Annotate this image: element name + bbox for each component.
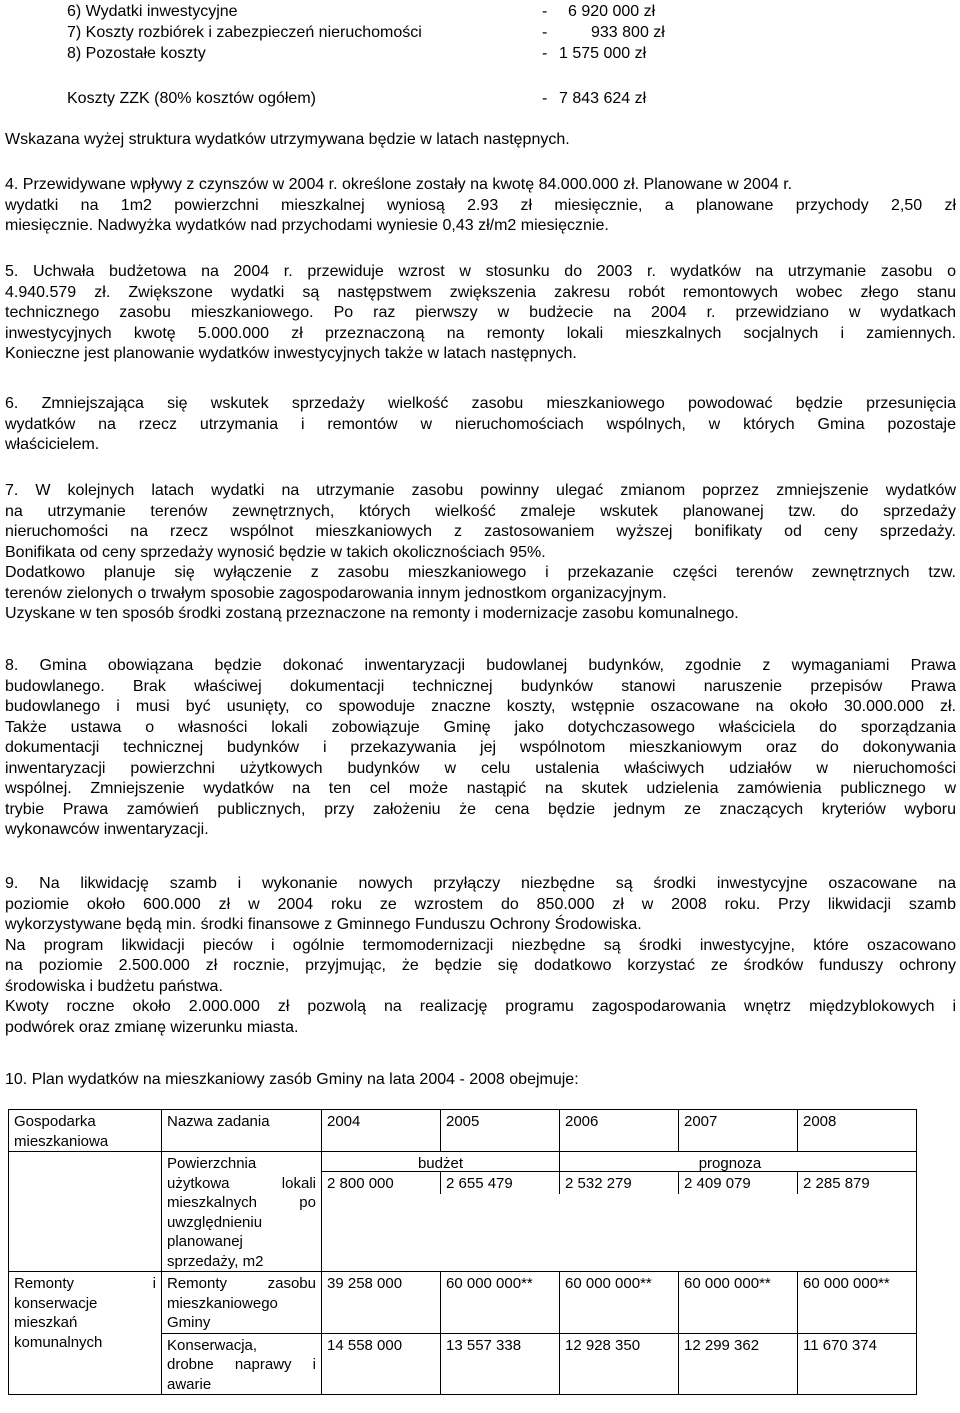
cost-amount-2: 933 800 zł	[591, 24, 665, 41]
total-amount: 7 843 624 zł	[559, 90, 647, 107]
paragraph-5	[5, 262, 956, 365]
header-year: 2004	[322, 1110, 441, 1152]
p4-line: 4. Przewidywane wpływy z czynszów w 2004 r. określone zostały na kwotę 84.000.000 zł. Planowane w 2004 r.	[5, 176, 793, 193]
cell-line: Konserwacja,	[167, 1336, 258, 1354]
cell-line: konserwacje	[14, 1294, 98, 1312]
value-cell: 60 000 000**	[441, 1272, 560, 1334]
p5-line: 5. Uchwała budżetowa na 2004 r. przewiduje wzrost w stosunku do 2003 r. wydatków na utrzymanie zasobu o	[5, 263, 956, 280]
p7-line: terenów zielonych o trwałym sposobie zagospodarowania innym jednostkom organizacyjnym.	[5, 584, 667, 602]
cell-line: Remonty zasobu	[167, 1275, 316, 1292]
value-cell: 60 000 000**	[560, 1272, 679, 1334]
header-year: 2006	[560, 1110, 679, 1152]
header-year: 2007	[679, 1110, 798, 1152]
table-row	[9, 1272, 917, 1334]
cell-line: komunalnych	[14, 1333, 103, 1351]
value-cell: 11 670 374	[798, 1333, 917, 1395]
value-cell: 2 409 079	[678, 1172, 797, 1194]
value-cell: 12 928 350	[560, 1333, 679, 1395]
value-cell: 2 655 479	[440, 1172, 559, 1194]
row1-values-cell	[322, 1152, 917, 1272]
row1-values	[322, 1172, 916, 1194]
p8-line: wykonawców inwentaryzacji.	[5, 821, 209, 838]
value-cell: 2 532 279	[559, 1172, 678, 1194]
value-cell: 60 000 000**	[679, 1272, 798, 1334]
row-name-remonty	[162, 1272, 322, 1334]
prognoza-label: prognoza	[559, 1152, 900, 1171]
p8-line: dokumentacji technicznej budynków i przekazywania jej wspólnotom mieszkaniowym oraz do dokonywania	[5, 739, 956, 756]
p7-line: na utrzymanie terenów zewnętrznych, których wielkość zmaleje wskutek planowanej tzw. do sprzedaży	[5, 502, 956, 520]
expense-plan-table	[8, 1109, 917, 1395]
cell-line: uwzględnieniu	[167, 1213, 263, 1231]
p8-line: budowlanego i musi być usunięty, co spowoduje znaczne koszty, wstępnie oszacowane na około 30.000.000 zł.	[5, 698, 956, 715]
p8-line: budowlanego. Brak właściwej dokumentacji technicznej budynków stanowi naruszenie przepisów Prawa	[5, 677, 956, 695]
p9-line: na poziomie 2.500.000 zł rocznie, przyjmując, że będzie się dodatkowo korzystać ze środków funduszy ochrony	[5, 957, 956, 974]
paragraph-10: 10. Plan wydatków na mieszkaniowy zasób Gminy na lata 2004 - 2008 obejmuje:	[5, 1071, 579, 1088]
p9-line: 9. Na likwidację szamb i wykonanie nowych przyłączy niezbędne są środki inwestycyjne oszacowane na	[5, 875, 956, 892]
value-cell: 60 000 000**	[798, 1272, 917, 1334]
p8-line: Także ustawa o własności lokali zobowiązuje Gminę jako dotychczasowego właściciela do sporządzania	[5, 718, 956, 736]
paragraph-8	[5, 656, 956, 841]
paragraph-9	[5, 874, 956, 1038]
header-gospodarka	[9, 1110, 162, 1152]
p8-line: 8. Gmina obowiązana będzie dokonać inwentaryzacji budowlanej budynków, zgodnie z wymaganiami Prawa	[5, 657, 956, 674]
cell-line: mieszkaniowego	[167, 1294, 278, 1312]
header-year: 2008	[798, 1110, 917, 1152]
p6-line: 6. Zmniejszająca się wskutek sprzedaży wielkość zasobu mieszkaniowego powodować będzie przesunięcia	[5, 395, 956, 412]
p7-line: 7. W kolejnych latach wydatki na utrzymanie zasobu powinny ulegać zmianom poprzez zmniejszenie wydatków	[5, 482, 956, 499]
p9-line: Na program likwidacji pieców i ogólnie termomodernizacji niezbędne są środki inwestycyjne, które oszacowano	[5, 936, 956, 954]
p8-line: inwentaryzacji powierzchni użytkowych budynków w celu ustalenia właściwych udziałów w nieruchomości	[5, 759, 956, 777]
cost-label-1: 6) Wydatki inwestycyjne	[67, 3, 238, 20]
value-cell: 12 299 362	[679, 1333, 798, 1395]
paragraph-7	[5, 481, 956, 625]
p8-line: wspólnej. Zmniejszenie wydatków na ten cel może nastąpić na skutek udzielenia zamówienia publicznego w	[5, 780, 956, 797]
p7-line: Bonifikata od ceny sprzedaży wynosić będzie w takich okolicznościach 95%.	[5, 543, 546, 561]
p9-line: wykorzystywane będą min. środki finansowe z Gminnego Funduszu Ochrony Środowiska.	[5, 916, 642, 933]
p8-line: trybie Prawa zamówień publicznych, przy założeniu że cena będzie jednym ze znaczących kryteriów wyboru	[5, 800, 956, 818]
p7-line: Dodatkowo planuje się wyłączenie z zasobu mieszkaniowego i przekazanie części terenów zewnętrznych tzw.	[5, 564, 956, 581]
cost-amount-3: 1 575 000 zł	[559, 45, 647, 62]
cell-line: Remonty i	[14, 1275, 156, 1292]
header-nazwa-zadania: Nazwa zadania	[162, 1110, 322, 1152]
paragraph-4	[5, 175, 956, 237]
p5-line: technicznego zasobu mieszkaniowego. Po raz pierwszy w budżecie na 2004 r. przewidziano w wydatkach	[5, 304, 956, 321]
value-cell: 13 557 338	[441, 1333, 560, 1395]
structure-note: Wskazana wyżej struktura wydatków utrzymywana będzie w latach następnych.	[5, 131, 570, 148]
cell-line: Gminy	[167, 1314, 211, 1331]
p9-line: poziomie około 600.000 zł w 2004 roku ze wzrostem do 850.000 zł w 2008 roku. Przy likwidacji szamb	[5, 895, 956, 913]
total-sign: -	[542, 90, 548, 107]
cell-line: awarie	[167, 1375, 212, 1393]
header-gospodarka-line: mieszkaniowa	[14, 1132, 109, 1150]
table-row	[9, 1152, 917, 1272]
cell-line: drobne naprawy i	[167, 1356, 316, 1373]
p5-line: 4.940.579 zł. Zwiększone wydatki są następstwem zwiększenia zakresu robót remontowych wobec złego stanu	[5, 283, 956, 301]
p4-line: wydatki na 1m2 powierzchni mieszkalnej wyniosą 2.93 zł miesięcznie, a planowane przychody 2,50 zł	[5, 196, 956, 214]
cell-line: sprzedaży, m2	[167, 1252, 264, 1270]
p6-line: wydatków na rzecz utrzymania i remontów w nieruchomościach wspólnych, w których Gmina pozostaje	[5, 415, 956, 433]
cell-line: mieszkalnych po	[167, 1194, 316, 1211]
total-label: Koszty ZZK (80% kosztów ogółem)	[67, 90, 316, 107]
value-cell: 2 285 879	[797, 1172, 916, 1194]
p5-line: inwestycyjnych kwotę 5.000.000 zł przeznaczoną na remonty lokali mieszkalnych socjalnych i zamiennych.	[5, 324, 956, 342]
cost-label-2: 7) Koszty rozbiórek i zabezpieczeń nieruchomości	[67, 24, 422, 41]
p4-line: miesięcznie. Nadwyżka wydatków nad przychodami wyniesie 0,43 zł/m2 miesięcznie.	[5, 217, 609, 234]
cell-line: mieszkań	[14, 1314, 78, 1331]
budzet-label: budżet	[417, 1155, 464, 1172]
p6-line: właścicielem.	[5, 436, 100, 453]
budget-forecast-header	[322, 1152, 916, 1172]
p9-line: środowiska i budżetu państwa.	[5, 977, 223, 995]
row-name-konserwacja	[162, 1333, 322, 1395]
value-cell: 2 800 000	[327, 1175, 394, 1192]
group-remonty-konserwacje	[9, 1272, 162, 1395]
paragraph-6	[5, 394, 956, 456]
value-cell: 14 558 000	[322, 1333, 441, 1395]
cost-sign-1: -	[542, 3, 548, 20]
empty-cell	[9, 1152, 162, 1272]
cell-line: planowanej	[167, 1233, 243, 1250]
header-gospodarka-line: Gospodarka	[14, 1113, 96, 1130]
cell-line: użytkowa lokali	[167, 1174, 316, 1192]
table-header-row	[9, 1110, 917, 1152]
cost-amount-1: 6 920 000 zł	[568, 3, 656, 20]
p9-line: podwórek oraz zmianę wizerunku miasta.	[5, 1018, 299, 1036]
header-year: 2005	[441, 1110, 560, 1152]
p5-line: Konieczne jest planowanie wydatków inwestycyjnych także w latach następnych.	[5, 345, 577, 362]
p9-line: Kwoty roczne około 2.000.000 zł pozwolą na realizację programu zagospodarowania wnętrz międzyblokowych i	[5, 998, 956, 1015]
p7-line: nieruchomości na rzecz wspólnot mieszkaniowych z zastosowaniem wyższej bonifikaty od ceny sprzedaży.	[5, 523, 956, 540]
p7-line: Uzyskane w ten sposób środki zostaną przeznaczone na remonty i modernizacje zasobu komunalnego.	[5, 605, 739, 622]
value-cell: 39 258 000	[322, 1272, 441, 1334]
row-name-powierzchnia	[162, 1152, 322, 1272]
cost-sign-3: -	[542, 45, 548, 62]
cost-sign-2: -	[542, 24, 548, 41]
cell-line: Powierzchnia	[167, 1155, 257, 1172]
cost-label-3: 8) Pozostałe koszty	[67, 45, 206, 62]
